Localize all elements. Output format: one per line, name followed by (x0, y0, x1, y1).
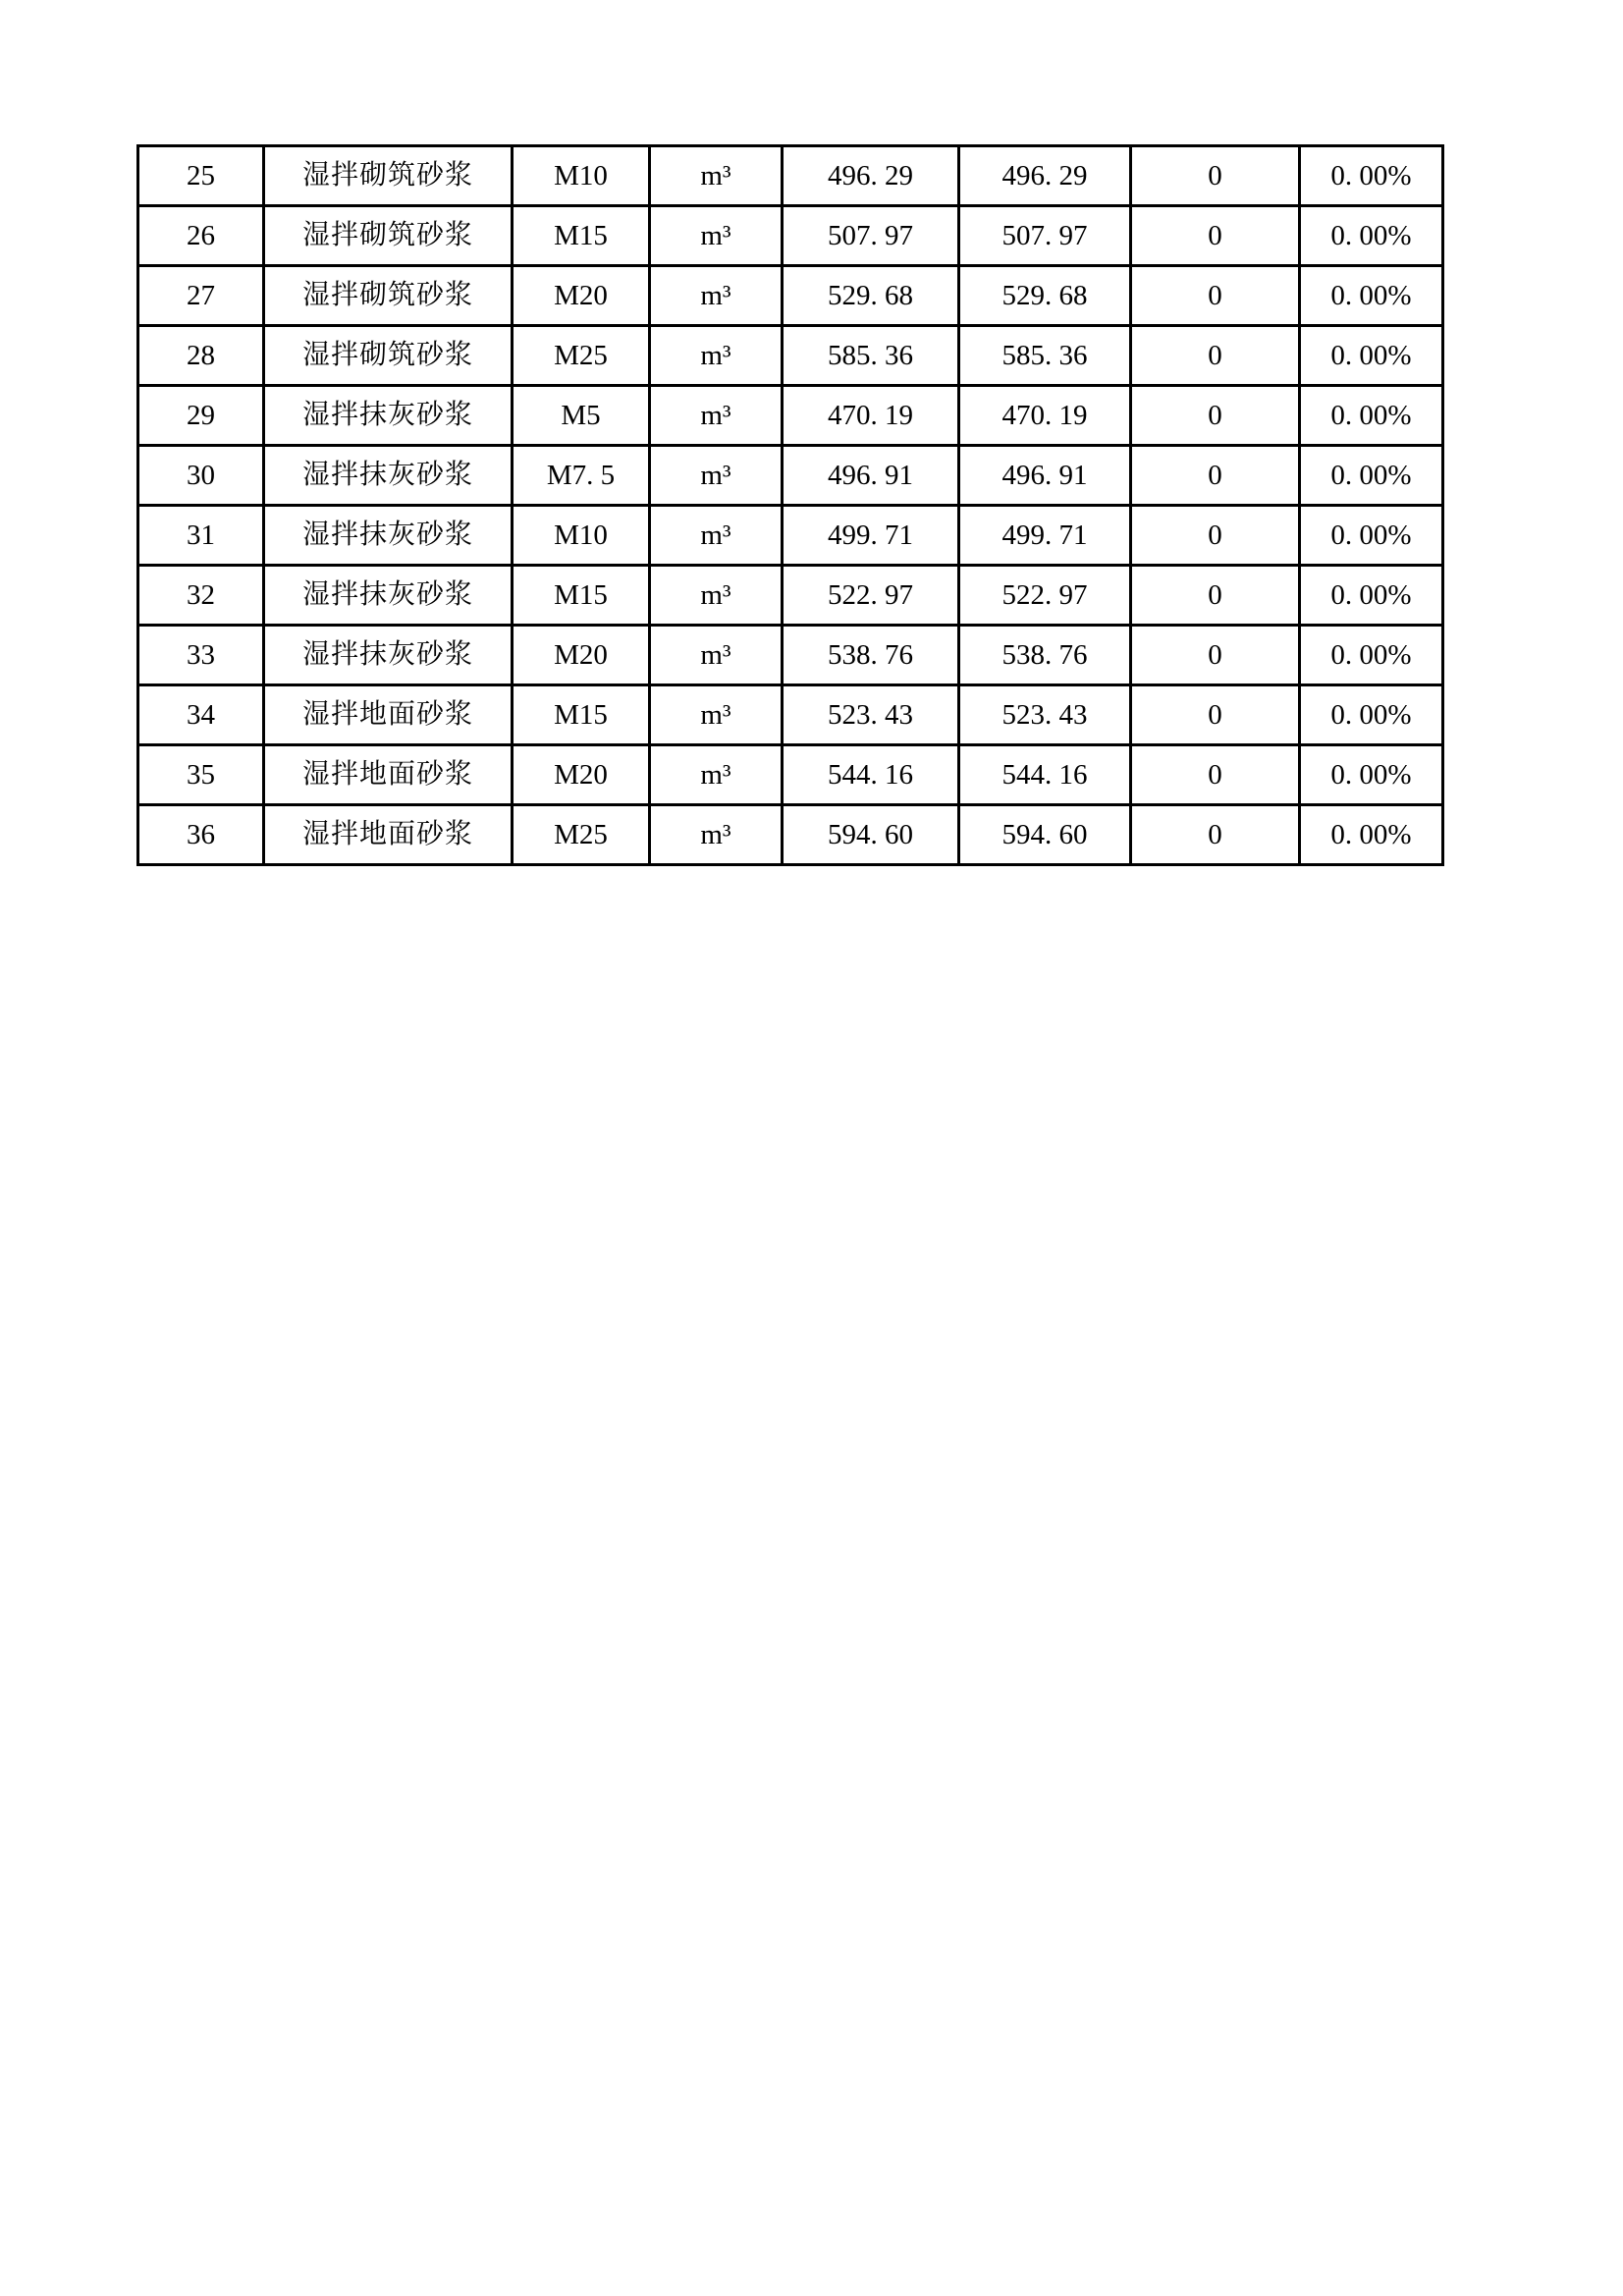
change-amount-cell: 0 (1131, 506, 1300, 566)
table-row (138, 506, 1443, 566)
change-percent-cell: 0. 00% (1300, 685, 1443, 745)
material-name-cell: 湿拌砌筑砂浆 (264, 326, 513, 386)
unit-cell: m³ (650, 146, 783, 206)
unit-cell: m³ (650, 566, 783, 626)
price-a-cell: 529. 68 (783, 266, 959, 326)
unit-cell: m³ (650, 805, 783, 865)
row-number-cell: 34 (138, 685, 264, 745)
change-percent-cell: 0. 00% (1300, 805, 1443, 865)
grade-cell: M25 (513, 805, 650, 865)
grade-cell: M5 (513, 386, 650, 446)
price-b-cell: 585. 36 (959, 326, 1131, 386)
change-amount-cell: 0 (1131, 805, 1300, 865)
change-amount-cell: 0 (1131, 266, 1300, 326)
change-percent-cell: 0. 00% (1300, 326, 1443, 386)
change-amount-cell: 0 (1131, 146, 1300, 206)
row-number-cell: 27 (138, 266, 264, 326)
change-percent-cell: 0. 00% (1300, 506, 1443, 566)
change-percent-cell: 0. 00% (1300, 206, 1443, 266)
unit-cell: m³ (650, 326, 783, 386)
unit-cell: m³ (650, 506, 783, 566)
price-b-cell: 529. 68 (959, 266, 1131, 326)
price-a-cell: 499. 71 (783, 506, 959, 566)
material-name-cell: 湿拌地面砂浆 (264, 805, 513, 865)
material-name-cell: 湿拌地面砂浆 (264, 685, 513, 745)
unit-cell: m³ (650, 446, 783, 506)
material-name-cell: 湿拌抹灰砂浆 (264, 386, 513, 446)
material-name-cell: 湿拌抹灰砂浆 (264, 566, 513, 626)
change-percent-cell: 0. 00% (1300, 566, 1443, 626)
change-amount-cell: 0 (1131, 446, 1300, 506)
price-b-cell: 544. 16 (959, 745, 1131, 805)
change-amount-cell: 0 (1131, 745, 1300, 805)
material-name-cell: 湿拌抹灰砂浆 (264, 446, 513, 506)
material-name-cell: 湿拌砌筑砂浆 (264, 206, 513, 266)
unit-cell: m³ (650, 266, 783, 326)
table-row (138, 326, 1443, 386)
price-b-cell: 507. 97 (959, 206, 1131, 266)
grade-cell: M25 (513, 326, 650, 386)
price-b-cell: 496. 29 (959, 146, 1131, 206)
row-number-cell: 31 (138, 506, 264, 566)
change-amount-cell: 0 (1131, 626, 1300, 685)
price-table (136, 144, 1444, 866)
change-amount-cell: 0 (1131, 206, 1300, 266)
price-a-cell: 544. 16 (783, 745, 959, 805)
material-name-cell: 湿拌砌筑砂浆 (264, 146, 513, 206)
unit-cell: m³ (650, 386, 783, 446)
row-number-cell: 33 (138, 626, 264, 685)
table-row (138, 685, 1443, 745)
table-row (138, 566, 1443, 626)
change-percent-cell: 0. 00% (1300, 146, 1443, 206)
price-a-cell: 496. 91 (783, 446, 959, 506)
change-percent-cell: 0. 00% (1300, 745, 1443, 805)
price-a-cell: 507. 97 (783, 206, 959, 266)
material-name-cell: 湿拌砌筑砂浆 (264, 266, 513, 326)
price-a-cell: 585. 36 (783, 326, 959, 386)
price-a-cell: 496. 29 (783, 146, 959, 206)
change-percent-cell: 0. 00% (1300, 386, 1443, 446)
table-row (138, 805, 1443, 865)
unit-cell: m³ (650, 745, 783, 805)
material-name-cell: 湿拌抹灰砂浆 (264, 506, 513, 566)
price-b-cell: 499. 71 (959, 506, 1131, 566)
table-row (138, 446, 1443, 506)
row-number-cell: 30 (138, 446, 264, 506)
material-name-cell: 湿拌地面砂浆 (264, 745, 513, 805)
grade-cell: M10 (513, 146, 650, 206)
grade-cell: M15 (513, 566, 650, 626)
row-number-cell: 25 (138, 146, 264, 206)
table-row (138, 745, 1443, 805)
row-number-cell: 36 (138, 805, 264, 865)
change-amount-cell: 0 (1131, 386, 1300, 446)
row-number-cell: 28 (138, 326, 264, 386)
unit-cell: m³ (650, 626, 783, 685)
price-b-cell: 523. 43 (959, 685, 1131, 745)
price-a-cell: 523. 43 (783, 685, 959, 745)
unit-cell: m³ (650, 206, 783, 266)
change-percent-cell: 0. 00% (1300, 446, 1443, 506)
grade-cell: M15 (513, 685, 650, 745)
material-name-cell: 湿拌抹灰砂浆 (264, 626, 513, 685)
price-a-cell: 538. 76 (783, 626, 959, 685)
price-table-body (138, 146, 1443, 865)
table-row (138, 386, 1443, 446)
price-b-cell: 470. 19 (959, 386, 1131, 446)
table-row (138, 266, 1443, 326)
price-a-cell: 522. 97 (783, 566, 959, 626)
grade-cell: M20 (513, 626, 650, 685)
grade-cell: M15 (513, 206, 650, 266)
price-b-cell: 594. 60 (959, 805, 1131, 865)
grade-cell: M20 (513, 745, 650, 805)
table-row (138, 626, 1443, 685)
row-number-cell: 32 (138, 566, 264, 626)
row-number-cell: 26 (138, 206, 264, 266)
price-b-cell: 522. 97 (959, 566, 1131, 626)
row-number-cell: 29 (138, 386, 264, 446)
grade-cell: M20 (513, 266, 650, 326)
table-row (138, 206, 1443, 266)
unit-cell: m³ (650, 685, 783, 745)
row-number-cell: 35 (138, 745, 264, 805)
change-amount-cell: 0 (1131, 326, 1300, 386)
price-b-cell: 496. 91 (959, 446, 1131, 506)
change-percent-cell: 0. 00% (1300, 626, 1443, 685)
price-a-cell: 470. 19 (783, 386, 959, 446)
change-percent-cell: 0. 00% (1300, 266, 1443, 326)
price-a-cell: 594. 60 (783, 805, 959, 865)
price-b-cell: 538. 76 (959, 626, 1131, 685)
table-row (138, 146, 1443, 206)
grade-cell: M10 (513, 506, 650, 566)
change-amount-cell: 0 (1131, 685, 1300, 745)
grade-cell: M7. 5 (513, 446, 650, 506)
change-amount-cell: 0 (1131, 566, 1300, 626)
